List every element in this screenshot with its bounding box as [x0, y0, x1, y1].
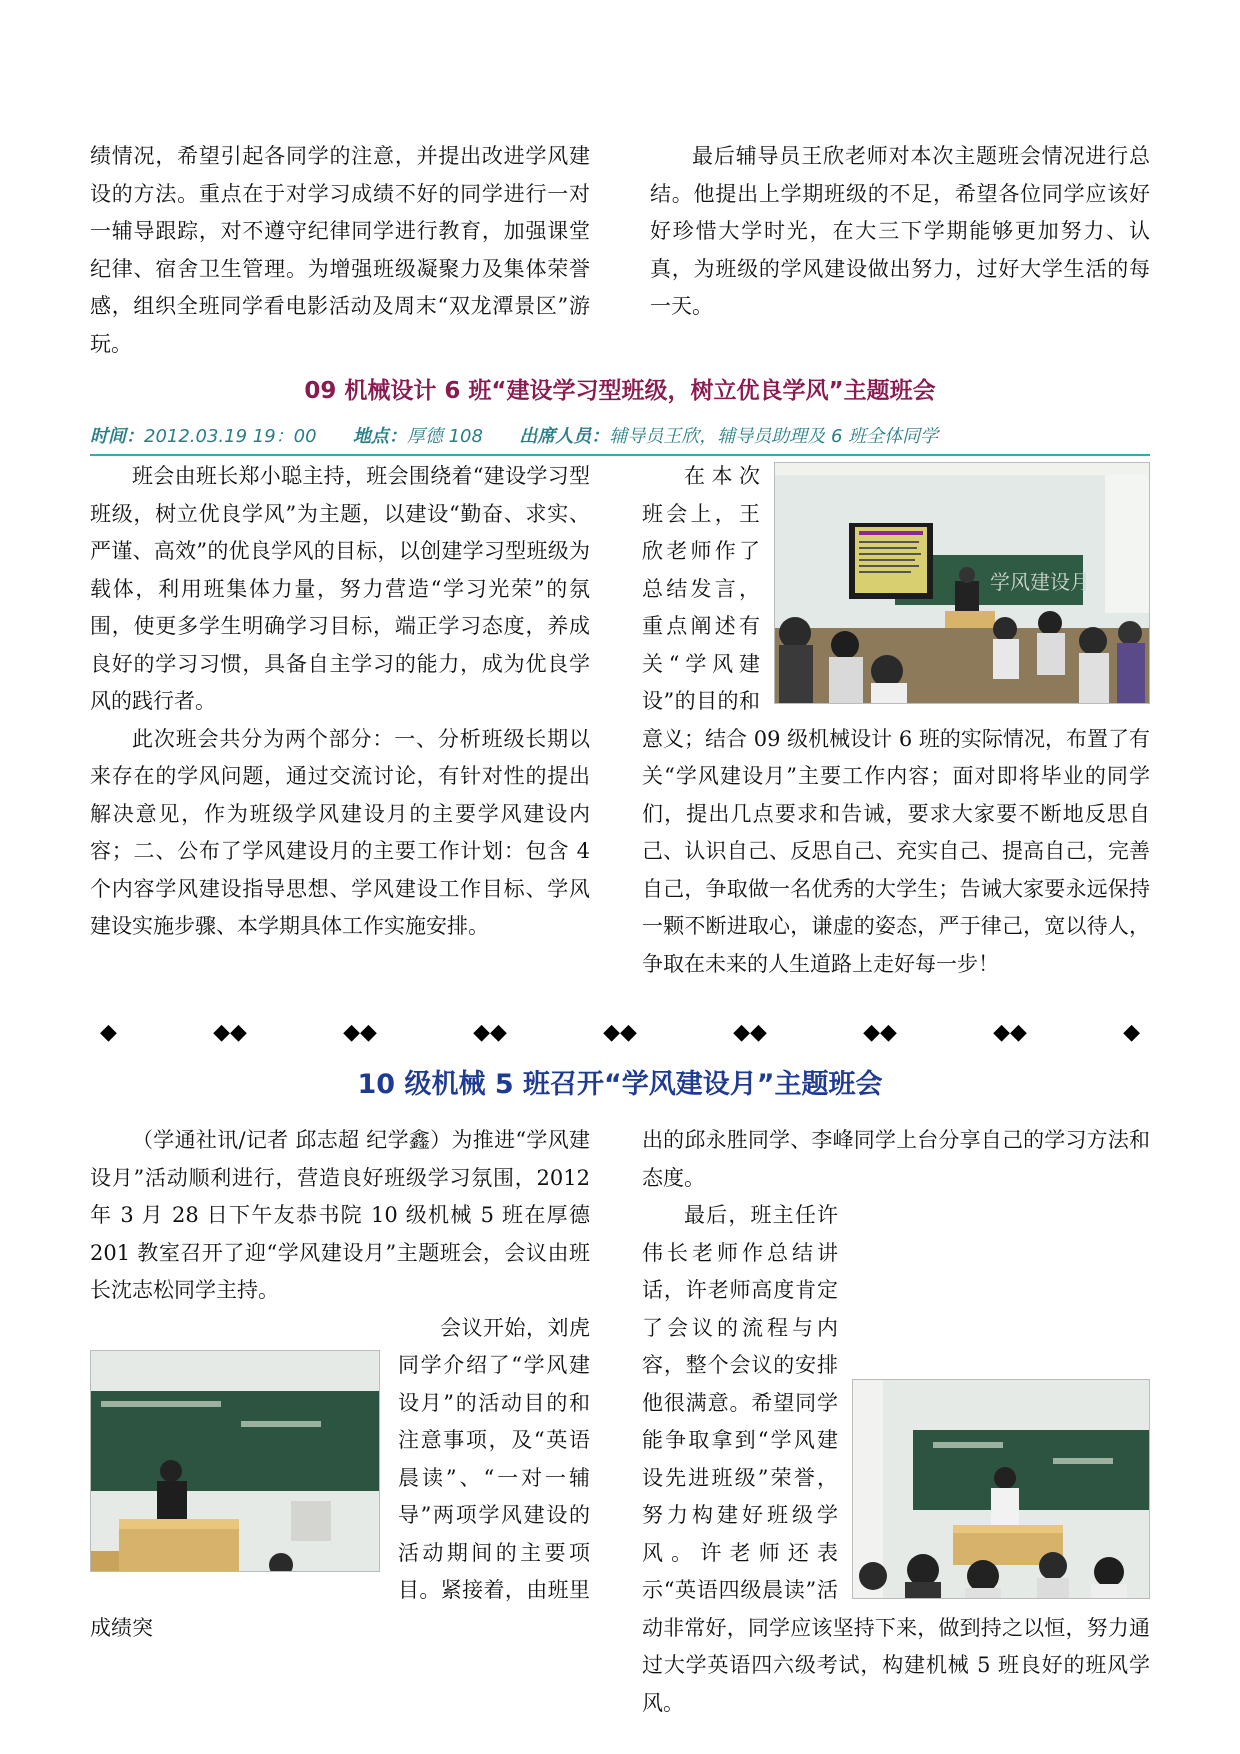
article1-title: 09 机械设计 6 班“建设学习型班级，树立优良学风”主题班会	[304, 378, 936, 404]
divider-diamond: ◆◆	[993, 1019, 1027, 1045]
meta-place-label: 地点：	[352, 426, 407, 447]
article1-left-p2: 此次班会共分为两个部分：一、分析班级长期以来存在的学风问题，通过交流讨论，有针对性的提出解决意见，作为班级学风建设月的主要学风建设内容；二、公布了学风建设月的主要工作计划：包含 4 个内容学风建设指导思想、学风建设工作目标、学风建设实施步骤、本学期具体工作实施安排。	[90, 726, 590, 938]
meta-place-value: 厚德 108	[406, 426, 483, 447]
section1-right-column	[650, 138, 1150, 326]
divider-diamond: ◆	[100, 1019, 117, 1045]
article1-right-p1: 在本次班会上，王欣老师作了总结发言，重点阐述有关“学风建设”的目的和意义；结合 09 级机械设计 6 班的实际情况，布置了有关“学风建设月”主要工作内容；面对即将毕业的同学们，提出几点要求和告诫，要求大家要不断地反思自己、认识自己、反思自己、充实自己、提高自己，完善自己，争取做一名优秀的大学生；告诫大家要永远保持一颗不断进取心，谦虚的姿态，严于律己，宽以待人，争取在未来的人生道路上走好每一步！	[642, 464, 1150, 976]
article1-classroom-photo	[774, 462, 1150, 704]
article1-right-column	[642, 458, 1150, 983]
section1-right-text: 最后辅导员王欣老师对本次主题班会情况进行总结。他提出上学期班级的不足，希望各位同学应该好好珍惜大学时光，在大三下学期能够更加努力、认真，为班级的学风建设做出努力，过好大学生活的每一天。	[650, 144, 1150, 318]
speaker-photo-illustration	[853, 1380, 1149, 1598]
divider-diamond: ◆◆	[603, 1019, 637, 1045]
board-text: 学风建设月	[990, 570, 1090, 594]
article1-left-p1: 班会由班长郑小聪主持，班会围绕着“建设学习型班级，树立优良学风”为主题，以建设“勤奋、求实、严谨、高效”的优良学风的目标，以创建学习型班级为载体，利用班集体力量，努力营造“学习光荣”的氛围，使更多学生明确学习目标，端正学习态度，养成良好的学习习惯，具备自主学习的能力，成为优良学风的践行者。	[90, 464, 590, 713]
article2-right-p1: 出的邱永胜同学、李峰同学上台分享自己的学习方法和态度。	[642, 1128, 1150, 1190]
lecture-photo-illustration	[91, 1351, 379, 1571]
article2-right-p2: 最后，班主任许伟长老师作总结讲话，许老师高度肯定了会议的流程与内容，整个会议的安排他很满意。希望同学能争取拿到“学风建设先进班级”荣誉，努力构建好班级学风。许老师还表示“英语四级晨读”活动非常好，同学应该坚持下来，做到持之以恒，努力通过大学英语四六级考试，构建机械 5 班良好的班风学风。	[642, 1203, 1150, 1715]
article2-title: 10 级机械 5 班召开“学风建设月”主题班会	[357, 1069, 883, 1100]
divider-diamond: ◆◆	[213, 1019, 247, 1045]
article2-left-p2: 会议开始，刘虎同学介绍了“学风建设月”的活动目的和注意事项，及“英语晨读”、“一对一辅导”两项学风建设的活动期间的主要项目。紧接着，由班里成绩突	[90, 1315, 590, 1640]
divider-diamond: ◆◆	[863, 1019, 897, 1045]
meta-time-value: 2012.03.19 19：00	[144, 426, 317, 447]
classroom-photo-illustration	[775, 463, 1149, 703]
meta-attendees-label: 出席人员：	[519, 426, 610, 447]
article1-left-column	[90, 458, 590, 946]
article2-left-photo	[90, 1350, 380, 1572]
article2-left-p1: （学通社讯/记者 邱志超 纪学鑫）为推进“学风建设月”活动顺利进行，营造良好班级学习氛围，2012 年 3 月 28 日下午友恭书院 10 级机械 5 班在厚德 201 教室召开了迎“学风建设月”主题班会，会议由班长沈志松同学主持。	[90, 1128, 590, 1302]
article1-meta	[90, 420, 1150, 456]
divider-diamond: ◆	[1123, 1019, 1140, 1045]
meta-attendees-value: 辅导员王欣，辅导员助理及 6 班全体同学	[609, 426, 939, 447]
section-divider	[100, 1017, 1140, 1047]
article2-right-photo	[852, 1379, 1150, 1599]
section1-left-column	[90, 138, 590, 363]
article2-left-column	[90, 1122, 590, 1647]
divider-diamond: ◆◆	[473, 1019, 507, 1045]
divider-diamond: ◆◆	[733, 1019, 767, 1045]
divider-diamond: ◆◆	[343, 1019, 377, 1045]
meta-time-label: 时间：	[90, 426, 144, 447]
article2-right-column	[642, 1122, 1150, 1722]
section1-left-text: 绩情况，希望引起各同学的注意，并提出改进学风建设的方法。重点在于对学习成绩不好的同学进行一对一辅导跟踪，对不遵守纪律同学进行教育，加强课堂纪律、宿舍卫生管理。为增强班级凝聚力及集体荣誉感，组织全班同学看电影活动及周末“双龙潭景区”游玩。	[90, 144, 590, 356]
